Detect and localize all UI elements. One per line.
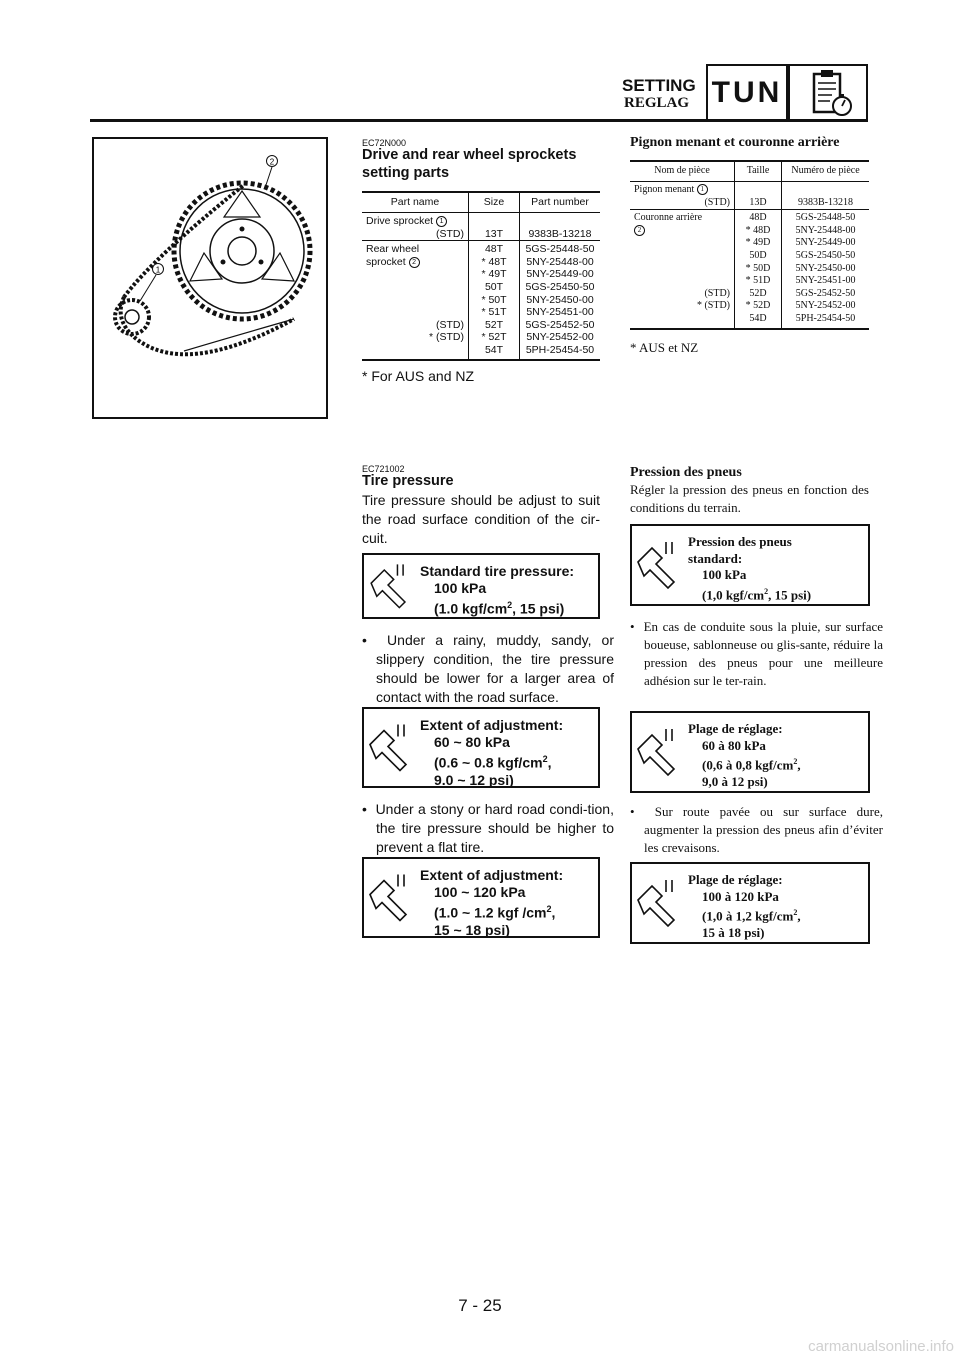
watermark: carmanualsonline.info [808,1338,954,1355]
page-number: 7 - 25 [458,1296,502,1315]
wrench-icon [632,713,682,791]
sprockets-table-en: Part name Size Part number Drive sprocket 1 (STD) 13T 9383B-13218 Rear wheel sprocket 2 (STD) * (STD) 48T * 48T * 49T 50T * 50T * 51T 52T * 52T 54T 5GS-25448-50 5NY-25448-00 5NY-25449-00 5GS-25450-50 5NY-25450-00 5NY-25451-00 5GS-25452-50 5NY-25452-00 5PH-25454-50 [362,191,600,361]
sprocket-chain-illustration [92,137,328,419]
tire-pressure-intro-fr: Régler la pression des pneus en fonction des conditions du terrain. [630,482,869,515]
sprockets-title: Drive and rear wheel sprockets setting parts [362,147,577,181]
callout-1: 1 [155,265,161,275]
spec-box-adjustment-high-fr: Plage de réglage: 100 à 120 kPa (1,0 à 1,2 kgf/$cm^2$, 15 à 18 psi) [630,862,870,944]
tire-pressure-intro: Tire pressure should be adjust to suit the road surface condition of the cir-cuit. [362,492,600,546]
spec-box-adjustment-low: Extent of adjustment: 60 ~ 80 kPa (0.6 ~ 0.8 kgf/$cm^2$, 9.0 ~ 12 psi) [362,707,600,788]
sprockets-footnote-fr: * AUS et NZ [630,340,699,355]
bullet-wet-conditions: • Under a rainy, muddy, sandy, or slippery condition, the tire pressure should be lower for a larger area of contact with the road surface. [362,632,615,705]
wrench-icon [364,859,414,936]
bullet-hard-road: • Under a stony or hard road condi-tion, the tire pressure should be higher to prevent a flat tire. [362,801,614,855]
callout-2: 2 [269,157,275,167]
section-code-sprockets: EC72N000 [362,138,407,148]
spec-box-adjustment-high: Extent of adjustment: 100 ~ 120 kPa (1.0 ~ 1.2 kgf $/cm^2$, 15 ~ 18 psi) [362,857,600,938]
bullet-wet-conditions-fr: • En cas de conduite sous la pluie, sur surface boueuse, sablonneuse ou glis-sante, réduire la pression des pneus pour une meilleure adhésion sur le ter-rain. [630,619,884,688]
spec-box-standard-pressure: Standard tire pressure: 100 kPa (1.0 kgf/$cm^2$, 15 psi) [362,553,600,619]
spec-box-adjustment-low-fr: Plage de réglage: 60 à 80 kPa (0,6 à 0,8 kgf/$cm^2$, 9,0 à 12 psi) [630,711,870,793]
sprockets-table-fr: Nom de pièce Taille Numéro de pièce Pignon menant 1 (STD) 13D 9383B-13218 Couronne arrière 2 (STD) * (STD) 48D * 48D * 49D 50D * 50D * 51D 52D * 52D 54D 5GS-25448-50 5NY-25448-00 5NY-25449-00 5GS-25450-50 5NY-25450-00 5NY-25451-00 5GS-25452-50 5NY-25452-00 5PH-25454-50 [630,160,869,330]
wrench-icon [632,526,682,604]
wrench-icon [632,864,682,942]
sprockets-footnote-en: * For AUS and NZ [362,368,475,384]
wrench-icon [364,555,414,617]
header-reglag: REGLAG [624,95,690,111]
wrench-icon [364,709,414,786]
header-setting: SETTING [622,76,696,95]
clipboard-stopwatch-icon [788,64,868,122]
tire-pressure-title: Tire pressure [362,473,454,489]
header-rule [90,119,868,122]
sprockets-title-fr: Pignon menant et couronne arrière [630,135,840,150]
drive-sprocket-label: Drive sprocket 1 [366,215,464,228]
bullet-hard-road-fr: • Sur route pavée ou sur surface dure, augmenter la pression des pneus afin d’éviter les crevaisons. [630,804,883,855]
tire-pressure-title-fr: Pression des pneus [630,465,742,480]
spec-box-standard-pressure-fr: Pression des pneus standard: 100 kPa (1,0 kgf/$cm^2$, 15 psi) [630,524,870,606]
section-tab-tun: TUN [706,64,788,122]
section-code-tire: EC721002 [362,464,405,474]
